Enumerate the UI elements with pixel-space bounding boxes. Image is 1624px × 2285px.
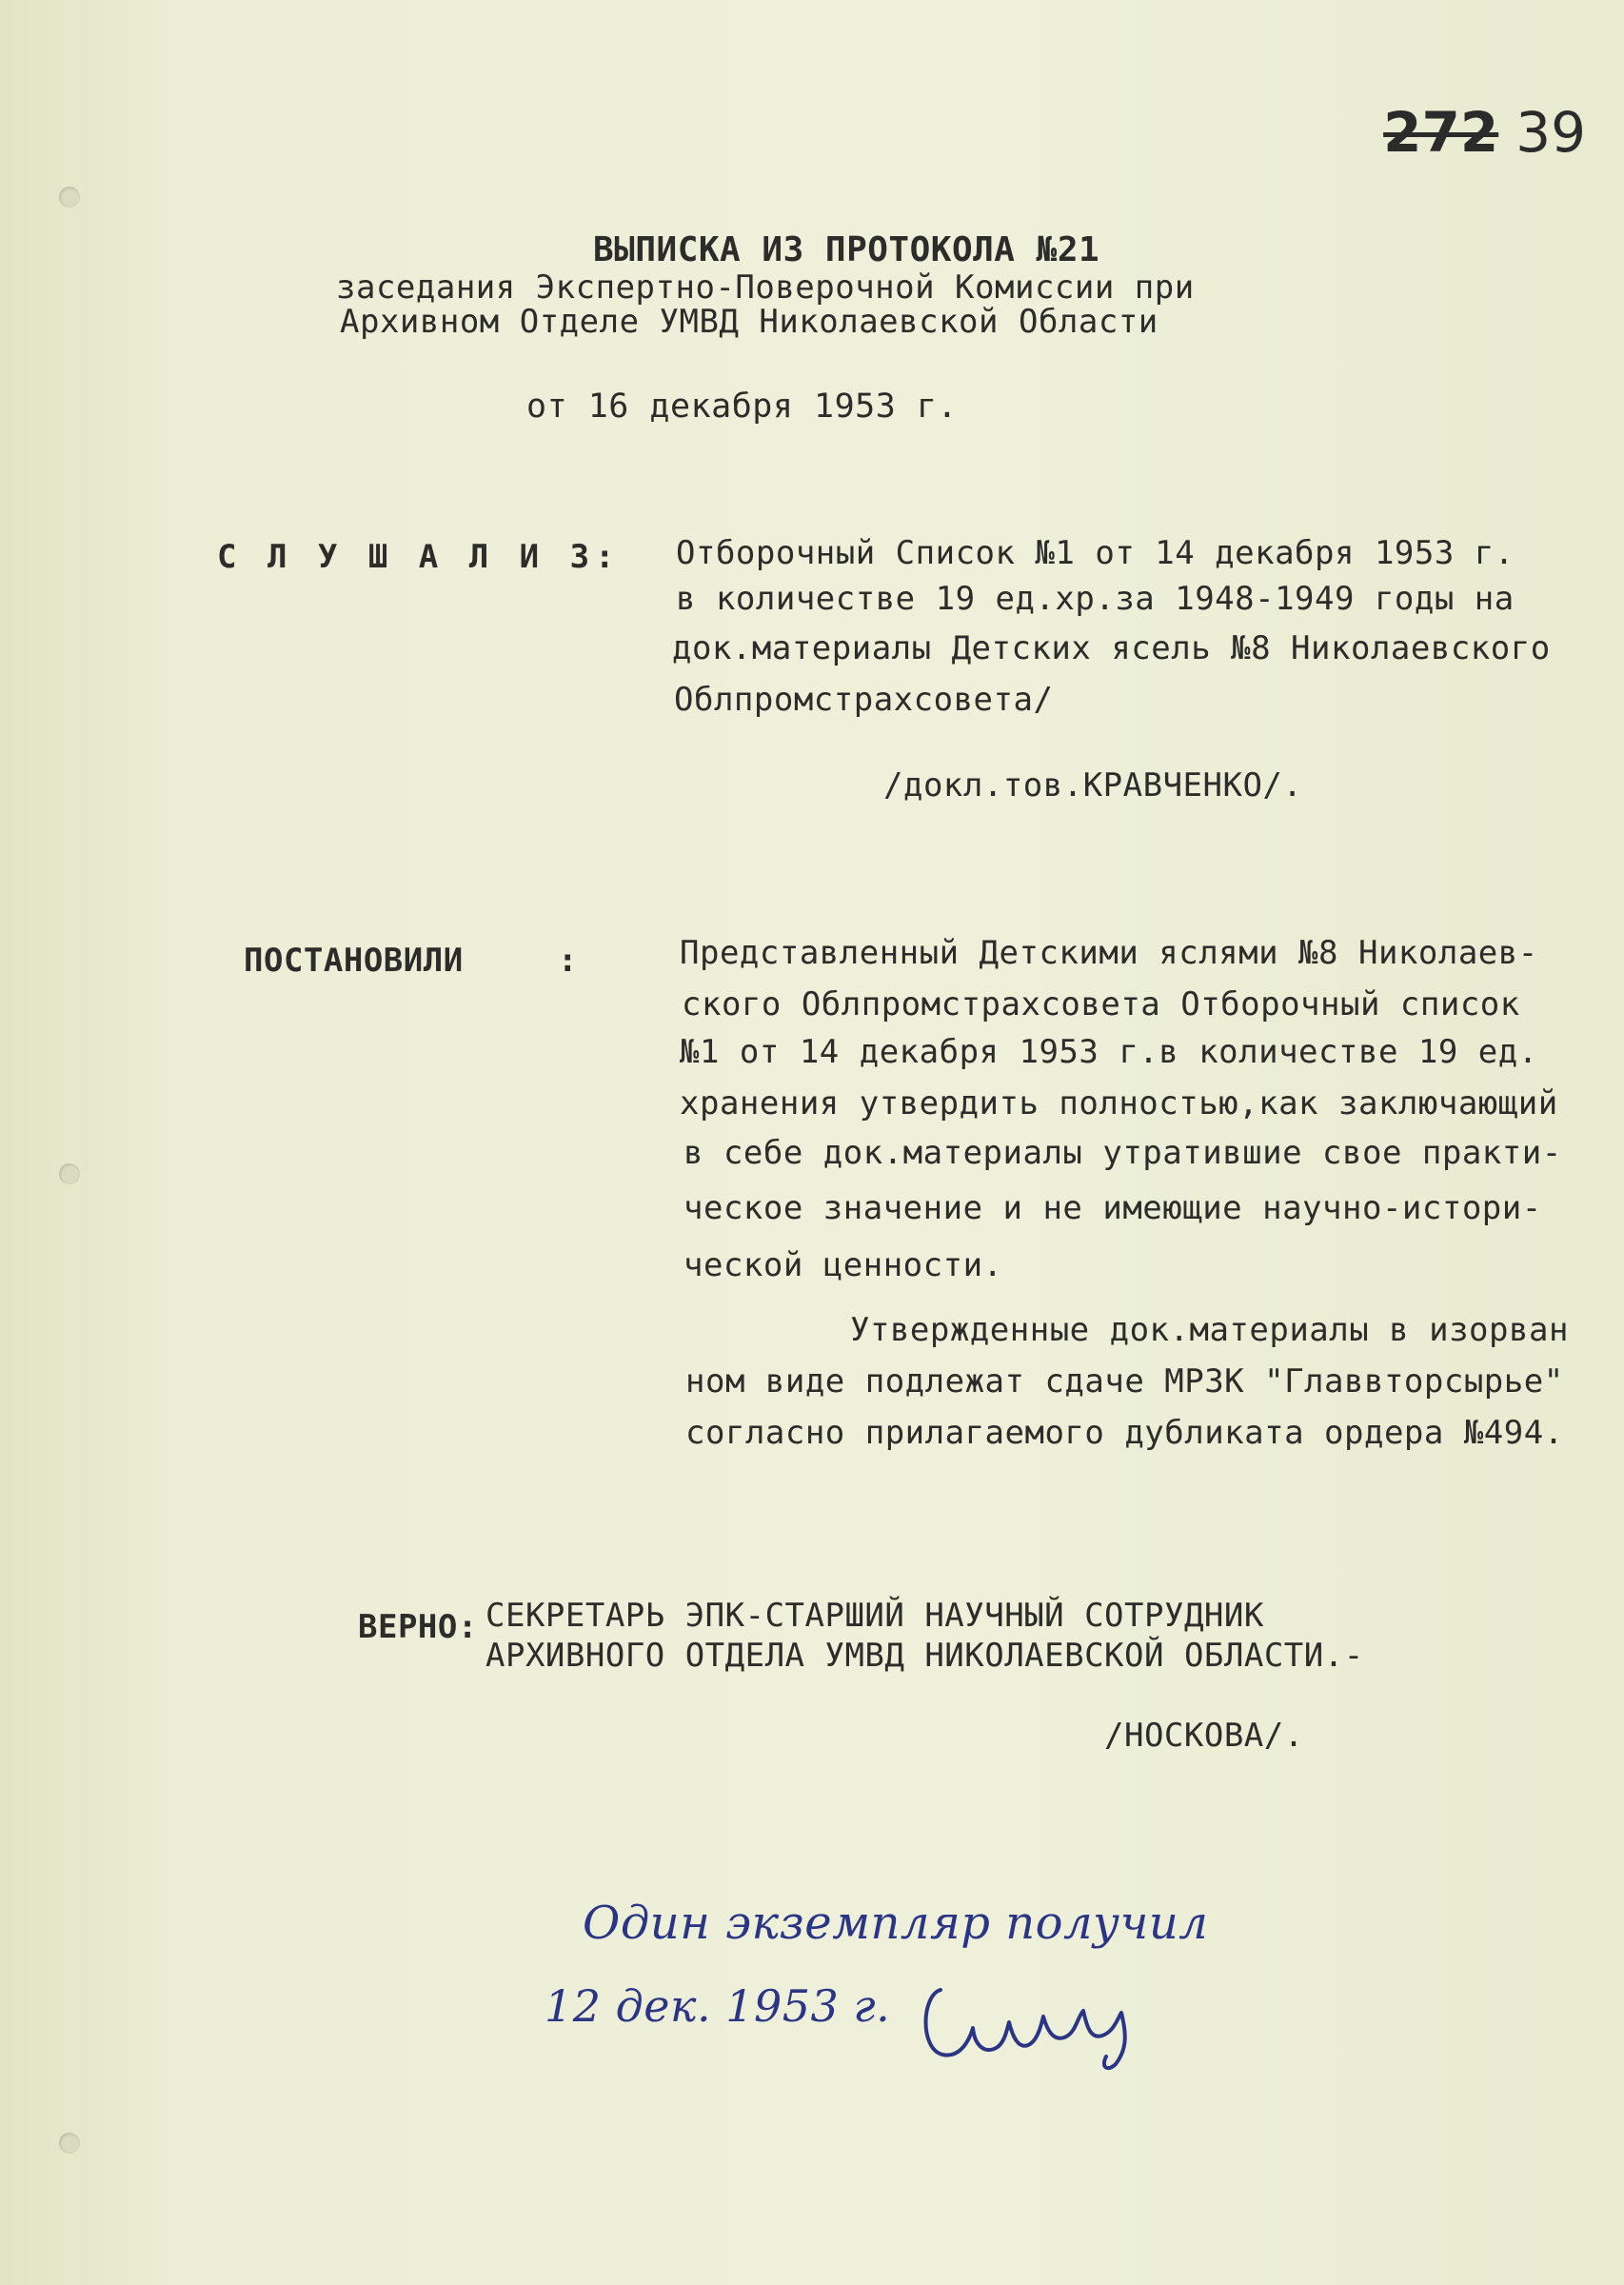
heard-line-3: док.материалы Детских ясель №8 Николаевского xyxy=(672,629,1551,667)
resolved-para1-line-3: №1 от 14 декабря 1953 г.в количестве 19 ед. xyxy=(680,1033,1538,1071)
resolved-para1-line-1: Представленный Детскими яслями №8 Николаев- xyxy=(680,934,1538,972)
certified-line-1: СЕКРЕТАРЬ ЭПК-СТАРШИЙ НАУЧНЫЙ СОТРУДНИК xyxy=(485,1597,1264,1635)
header-line-2: заседания Экспертно-Поверочной Комиссии при xyxy=(336,268,1195,307)
punch-hole-bottom xyxy=(59,2133,80,2154)
crossed-page-number: 272 xyxy=(1383,100,1499,165)
resolved-para2-line-1: Утвержденные док.материалы в изорван xyxy=(850,1311,1569,1349)
resolved-label: ПОСТАНОВИЛИ xyxy=(244,942,464,980)
resolved-para2-line-2: ном виде подлежат сдаче МРЗК "Главвторсырье" xyxy=(685,1362,1564,1401)
resolved-para1-line-7: ческой ценности. xyxy=(683,1246,1003,1284)
heard-line-1: Отборочный Список №1 от 14 декабря 1953 г. xyxy=(676,534,1515,572)
handwritten-note-line-2: 12 дек. 1953 г. xyxy=(545,1980,891,2032)
archive-page-number xyxy=(1383,100,1586,165)
punch-hole-top xyxy=(59,187,80,208)
heard-line-4: Облпромстрахсовета/ xyxy=(674,681,1054,719)
resolved-para2-line-3: согласно прилагаемого дубликата ордера №494. xyxy=(685,1414,1564,1452)
certified-prefix: ВЕРНО: xyxy=(358,1608,478,1646)
current-page-number: 39 xyxy=(1515,100,1586,165)
meeting-date: от 16 декабря 1953 г. xyxy=(526,387,959,426)
handwritten-signature xyxy=(914,1961,1161,2076)
punch-hole-middle xyxy=(59,1163,80,1184)
handwritten-note-line-1: Один экземпляр получил xyxy=(583,1897,1209,1950)
heard-label: С Л У Ш А Л И З: xyxy=(217,538,621,576)
resolved-para1-line-4: хранения утвердить полностью,как заключающий xyxy=(680,1084,1558,1123)
heard-reporter: /докл.тов.КРАВЧЕНКО/. xyxy=(883,766,1303,805)
certified-name: /НОСКОВА/. xyxy=(1104,1717,1304,1755)
heard-line-2: в количестве 19 ед.хр.за 1948-1949 годы на xyxy=(676,580,1515,618)
certified-line-2: АРХИВНОГО ОТДЕЛА УМВД НИКОЛАЕВСКОЙ ОБЛАСТИ.- xyxy=(485,1637,1364,1675)
resolved-para1-line-2: ского Облпромстрахсовета Отборочный список xyxy=(682,985,1520,1023)
resolved-para1-line-6: ческое значение и не имеющие научно-истори- xyxy=(683,1189,1542,1227)
document-title: ВЫПИСКА ИЗ ПРОТОКОЛА №21 xyxy=(593,230,1100,269)
header-line-3: Архивном Отделе УМВД Николаевской Области xyxy=(340,303,1159,341)
resolved-colon: : xyxy=(558,942,578,980)
resolved-para1-line-5: в себе док.материалы утратившие свое практи- xyxy=(683,1134,1562,1172)
